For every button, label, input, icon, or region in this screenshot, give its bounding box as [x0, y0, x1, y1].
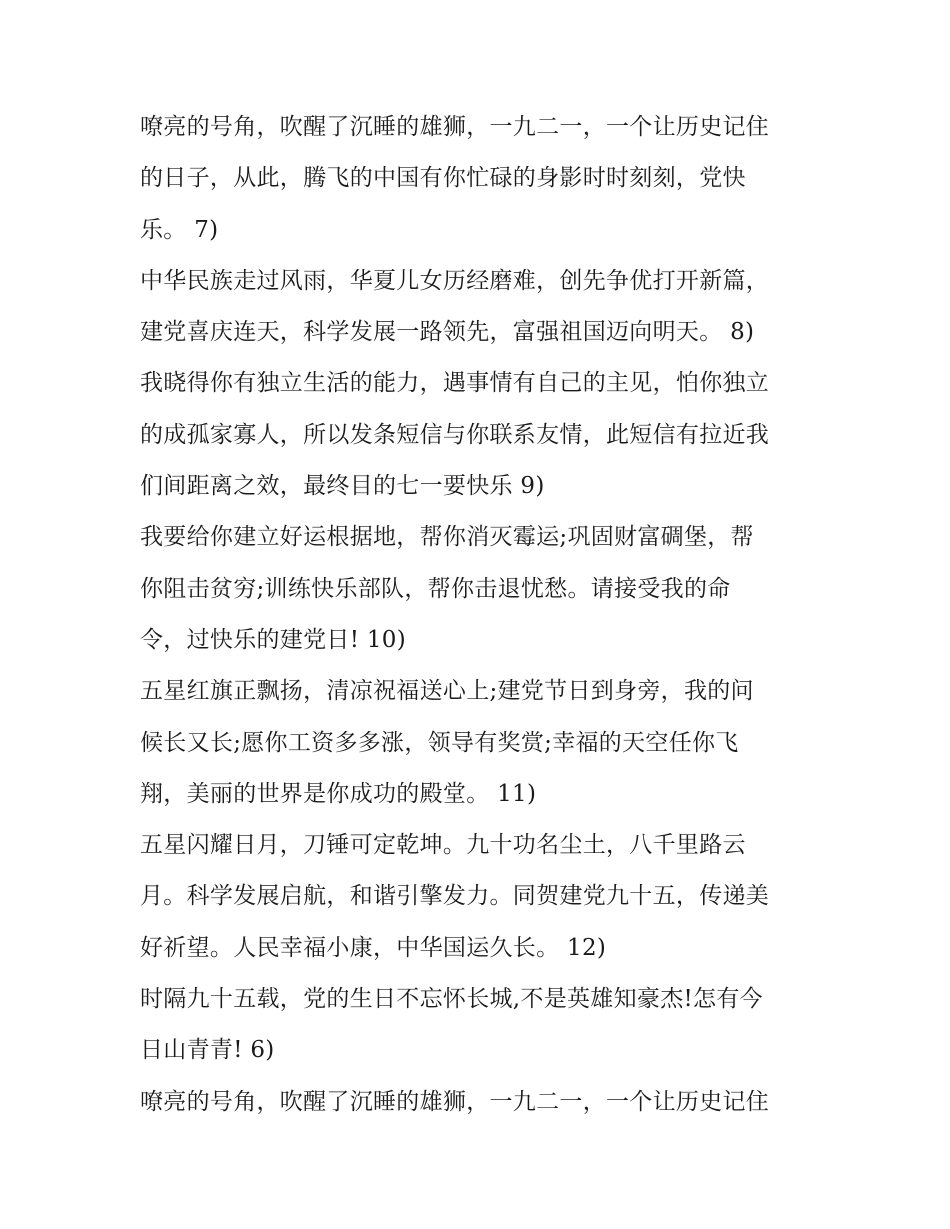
text-line: 好祈望。人民幸福小康，中华国运久长。 12) [140, 934, 607, 961]
text-line: 嘹亮的号角，吹醒了沉睡的雄狮，一九二一，一个让历史记住 [140, 114, 770, 140]
text-line: 月。科学发展启航，和谐引擎发力。同贺建党九十五，传递美 [140, 883, 770, 910]
text-line: 中华民族走过风雨，华夏儿女历经磨难，创先争优打开新篇， [140, 267, 770, 294]
text-line: 五星红旗正飘扬，清凉祝福送心上;建党节日到身旁，我的问 [140, 678, 754, 705]
text-line: 的日子，从此，腾飞的中国有你忙碌的身影时时刻刻，党快 [140, 165, 746, 192]
text-line: 日山青青! 6) [140, 1037, 275, 1064]
text-line: 翔，美丽的世界是你成功的殿堂。 11) [140, 780, 537, 807]
text-line: 建党喜庆连天，科学发展一路领先，富强祖国迈向明天。 8) [140, 319, 755, 346]
text-line: 令，过快乐的建党日! 10) [140, 626, 406, 653]
text-line: 时隔九十五载，党的生日不忘怀长城,不是英雄知豪杰!怎有今 [140, 986, 763, 1013]
text-line: 的成孤家寡人，所以发条短信与你联系友情，此短信有拉近我 [140, 421, 770, 448]
text-line: 们间距离之效，最终目的七一要快乐 9) [140, 473, 545, 500]
text-line: 候长又长;愿你工资多多涨，领导有奖赏;幸福的天空任你飞 [140, 729, 739, 756]
text-line: 我晓得你有独立生活的能力，遇事情有自己的主见，怕你独立 [140, 370, 770, 397]
text-line: 你阻击贫穷;训练快乐部队，帮你击退忧愁。请接受我的命 [140, 575, 731, 602]
document-body [140, 102, 820, 1128]
text-line: 五星闪耀日月，刀锤可定乾坤。九十功名尘土，八千里路云 [140, 832, 746, 859]
text-line: 乐。 7) [140, 216, 219, 243]
text-line: 我要给你建立好运根据地，帮你消灭霉运;巩固财富碉堡，帮 [140, 524, 754, 551]
text-line: 嘹亮的号角，吹醒了沉睡的雄狮，一九二一，一个让历史记住 [140, 1088, 770, 1115]
